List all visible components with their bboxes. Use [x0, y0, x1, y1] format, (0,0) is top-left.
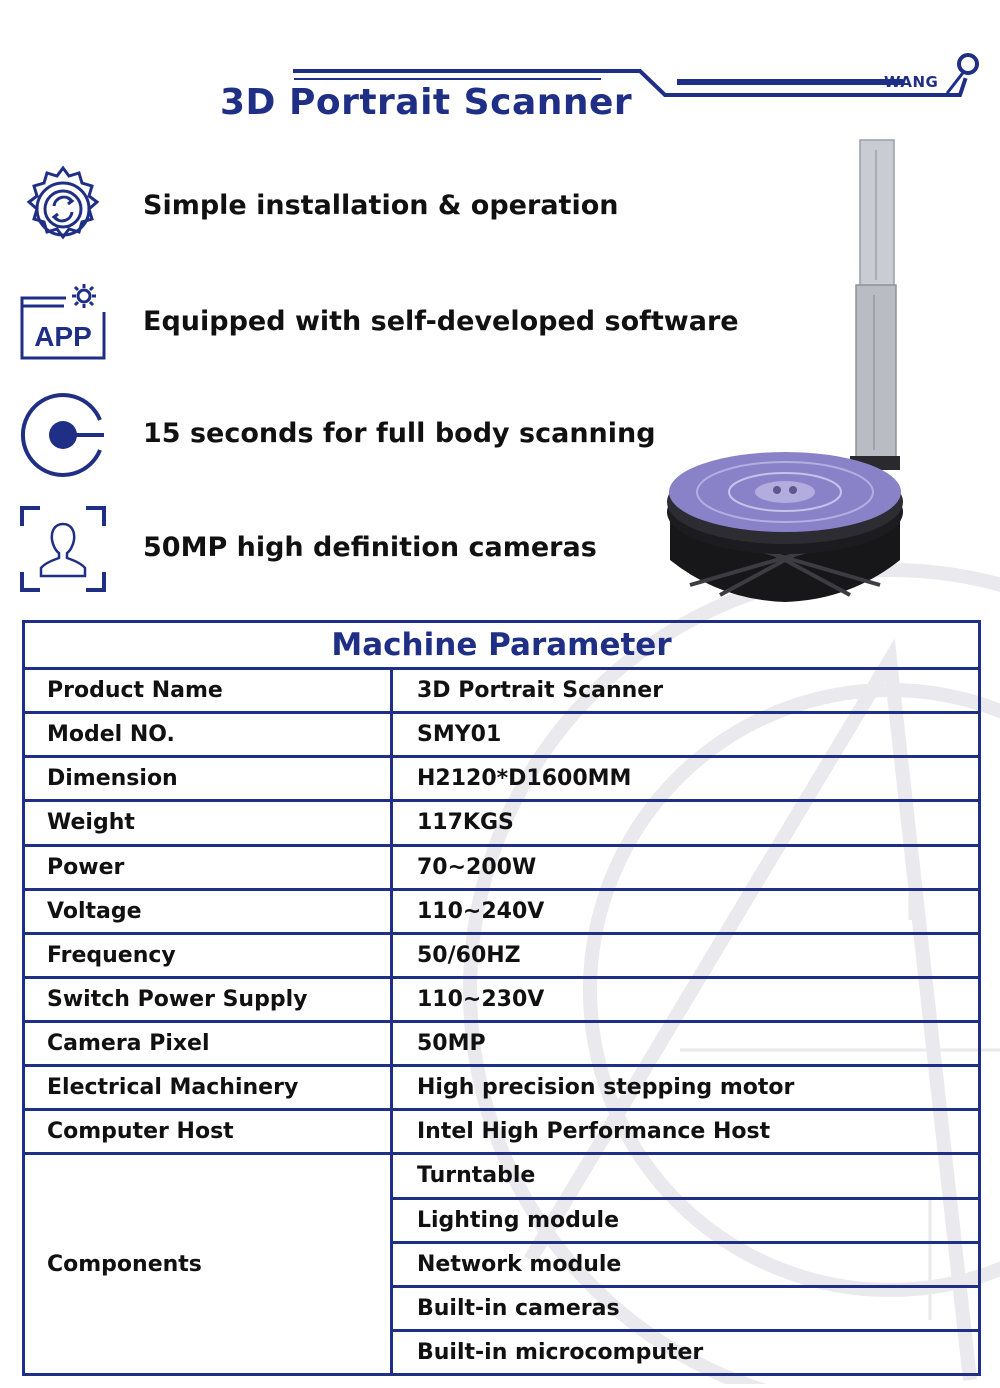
table-title: Machine Parameter [24, 622, 980, 669]
component-item: Lighting module [392, 1198, 980, 1242]
table-row [24, 1154, 980, 1198]
table-row [24, 669, 980, 713]
parameter-value: High precision stepping motor [392, 1066, 980, 1110]
table-row [24, 1022, 980, 1066]
parameter-label: Components [24, 1154, 392, 1375]
parameter-label: Weight [24, 801, 392, 845]
gear-sync-icon [18, 164, 108, 254]
parameter-value: 117KGS [392, 801, 980, 845]
parameter-value: SMY01 [392, 713, 980, 757]
parameter-label: Voltage [24, 889, 392, 933]
feature-text: 50MP high definition cameras [143, 532, 597, 563]
table-row [24, 933, 980, 977]
parameter-value: 110~230V [392, 977, 980, 1021]
scan-circle-icon [18, 390, 108, 480]
table-body [24, 669, 980, 1375]
parameter-label: Electrical Machinery [24, 1066, 392, 1110]
table-row [24, 977, 980, 1021]
component-item: Built-in microcomputer [392, 1330, 980, 1374]
component-item: Turntable [392, 1154, 980, 1198]
parameter-label: Frequency [24, 933, 392, 977]
table-header-row [24, 622, 980, 669]
feature-text: Simple installation & operation [143, 190, 619, 221]
app-icon [18, 282, 108, 372]
table-row [24, 1066, 980, 1110]
parameter-value: 70~200W [392, 845, 980, 889]
table-row [24, 889, 980, 933]
feature-text: 15 seconds for full body scanning [143, 418, 656, 449]
parameter-value: 50MP [392, 1022, 980, 1066]
brand-label: WANG [884, 73, 939, 91]
app-icon-text: APP [34, 321, 92, 352]
parameter-label: Product Name [24, 669, 392, 713]
scanner-product-image [660, 130, 910, 610]
component-item: Network module [392, 1242, 980, 1286]
parameter-value: H2120*D1600MM [392, 757, 980, 801]
parameter-value: Intel High Performance Host [392, 1110, 980, 1154]
page-title: 3D Portrait Scanner [220, 82, 633, 123]
table-row [24, 845, 980, 889]
parameter-label: Model NO. [24, 713, 392, 757]
feature-text: Equipped with self-developed software [143, 306, 739, 337]
header [0, 0, 1000, 140]
table-row [24, 713, 980, 757]
parameter-value: 110~240V [392, 889, 980, 933]
parameter-label: Computer Host [24, 1110, 392, 1154]
table-row [24, 757, 980, 801]
parameter-value: 3D Portrait Scanner [392, 669, 980, 713]
parameter-label: Switch Power Supply [24, 977, 392, 1021]
table-row [24, 1110, 980, 1154]
person-frame-icon [18, 504, 108, 594]
machine-parameter-table [22, 620, 981, 1376]
component-item: Built-in cameras [392, 1286, 980, 1330]
parameter-label: Camera Pixel [24, 1022, 392, 1066]
parameter-value: 50/60HZ [392, 933, 980, 977]
parameter-label: Power [24, 845, 392, 889]
parameter-label: Dimension [24, 757, 392, 801]
table-row [24, 801, 980, 845]
